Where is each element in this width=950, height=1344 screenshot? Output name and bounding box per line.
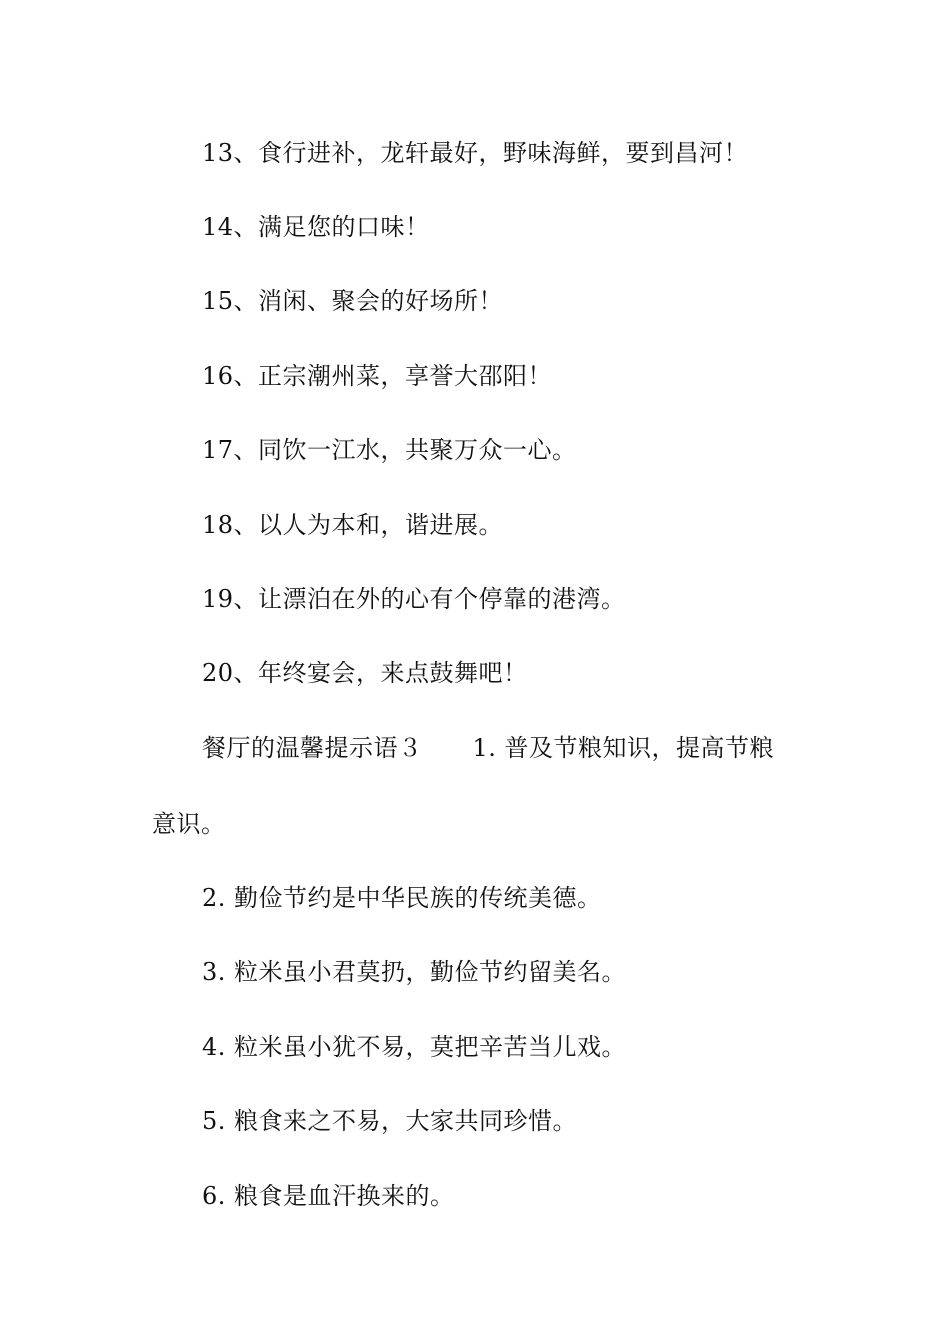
section-heading-line bbox=[202, 732, 774, 764]
section-item-4: 4. 粒米虽小犹不易，莫把辛苦当儿戏。 bbox=[202, 1033, 627, 1061]
text-line-13: 13、食行进补，龙轩最好，野味海鲜，要到昌河！ bbox=[202, 139, 749, 167]
text-line-20: 20、年终宴会，来点鼓舞吧！ bbox=[202, 659, 528, 687]
text-line-18: 18、以人为本和，谐进展。 bbox=[202, 511, 504, 539]
section-item-3: 3. 粒米虽小君莫扔，勤俭节约留美名。 bbox=[202, 958, 627, 986]
section-item-1-continued: 意识。 bbox=[152, 810, 226, 838]
section-heading: 餐厅的温馨提示语３ bbox=[202, 734, 423, 762]
section-item-1: 1. 普及节粮知识，提高节粮 bbox=[472, 734, 775, 762]
section-item-6: 6. 粮食是血汗换来的。 bbox=[202, 1182, 455, 1210]
section-item-5: 5. 粮食来之不易，大家共同珍惜。 bbox=[202, 1107, 578, 1135]
text-line-16: 16、正宗潮州菜，享誉大邵阳！ bbox=[202, 362, 553, 390]
text-line-17: 17、同饮一江水，共聚万众一心。 bbox=[202, 436, 577, 464]
text-line-15: 15、消闲、聚会的好场所！ bbox=[202, 287, 504, 315]
text-line-19: 19、让漂泊在外的心有个停靠的港湾。 bbox=[202, 585, 626, 613]
section-item-2: 2. 勤俭节约是中华民族的传统美德。 bbox=[202, 884, 602, 912]
text-line-14: 14、满足您的口味！ bbox=[202, 213, 430, 241]
